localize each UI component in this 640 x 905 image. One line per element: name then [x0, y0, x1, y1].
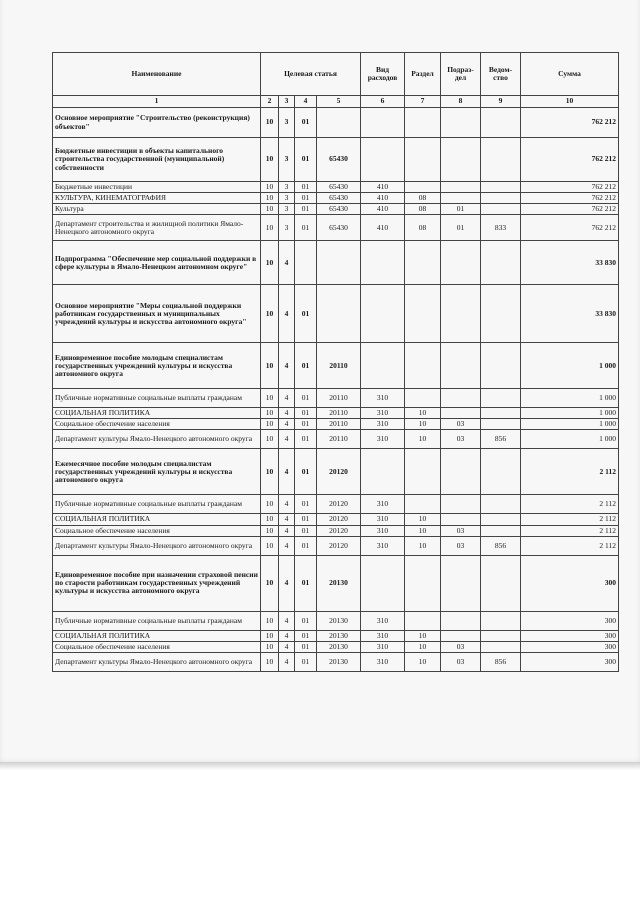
subsection-cell: 03: [441, 641, 481, 652]
table-row: [53, 611, 619, 630]
sum-cell: 300: [521, 611, 619, 630]
target-code-2-cell: 4: [279, 430, 295, 449]
section-cell: [405, 555, 441, 611]
target-code-4-cell: 20110: [317, 419, 361, 430]
table-row: [53, 449, 619, 495]
target-code-1-cell: 10: [261, 193, 279, 204]
subsection-cell: [441, 193, 481, 204]
target-code-2-cell: 4: [279, 449, 295, 495]
target-code-3-cell: 01: [295, 408, 317, 419]
page-edge-shadow: [0, 762, 640, 770]
column-number: 1: [53, 96, 261, 108]
target-code-4-cell: 20110: [317, 389, 361, 408]
target-code-3-cell: 01: [295, 215, 317, 241]
target-code-3-cell: [295, 241, 317, 285]
target-code-3-cell: 01: [295, 430, 317, 449]
section-cell: [405, 108, 441, 138]
target-code-4-cell: 20130: [317, 611, 361, 630]
column-number: 10: [521, 96, 619, 108]
table-row: [53, 108, 619, 138]
table-row: [53, 419, 619, 430]
row-name-cell: КУЛЬТУРА, КИНЕМАТОГРАФИЯ: [53, 193, 261, 204]
target-code-2-cell: 3: [279, 108, 295, 138]
department-cell: [481, 495, 521, 514]
target-code-1-cell: 10: [261, 419, 279, 430]
target-code-4-cell: 20120: [317, 449, 361, 495]
sum-cell: 762 212: [521, 204, 619, 215]
department-cell: [481, 641, 521, 652]
target-code-3-cell: 01: [295, 449, 317, 495]
section-cell: [405, 343, 441, 389]
header-target: Целевая статья: [261, 53, 361, 96]
department-cell: 856: [481, 536, 521, 555]
department-cell: [481, 138, 521, 182]
header-sum: Сумма: [521, 53, 619, 96]
row-name-cell: Подпрограмма "Обеспечение мер социальной поддержки в сфере культуры в Ямало-Ненецком автономном округе": [53, 241, 261, 285]
table-row: [53, 430, 619, 449]
section-cell: [405, 285, 441, 343]
subsection-cell: [441, 343, 481, 389]
row-name-cell: Публичные нормативные социальные выплаты гражданам: [53, 389, 261, 408]
expense-type-cell: 310: [361, 419, 405, 430]
table-row: [53, 641, 619, 652]
target-code-2-cell: 4: [279, 536, 295, 555]
target-code-1-cell: 10: [261, 408, 279, 419]
target-code-1-cell: 10: [261, 495, 279, 514]
header-dept: Ведом-ство: [481, 53, 521, 96]
expense-type-cell: 310: [361, 514, 405, 525]
subsection-cell: 03: [441, 430, 481, 449]
expense-type-cell: [361, 285, 405, 343]
department-cell: 856: [481, 430, 521, 449]
sum-cell: 300: [521, 555, 619, 611]
target-code-1-cell: 10: [261, 285, 279, 343]
section-cell: [405, 495, 441, 514]
section-cell: 08: [405, 193, 441, 204]
table-row: [53, 182, 619, 193]
row-name-cell: Ежемесячное пособие молодым специалистам государственных учреждений культуры и искусства автономного округа: [53, 449, 261, 495]
target-code-4-cell: 65430: [317, 182, 361, 193]
target-code-3-cell: 01: [295, 641, 317, 652]
row-name-cell: СОЦИАЛЬНАЯ ПОЛИТИКА: [53, 514, 261, 525]
table-row: [53, 652, 619, 671]
section-cell: 08: [405, 204, 441, 215]
expense-type-cell: 310: [361, 630, 405, 641]
target-code-1-cell: 10: [261, 138, 279, 182]
expense-type-cell: 410: [361, 215, 405, 241]
row-name-cell: Бюджетные инвестиции: [53, 182, 261, 193]
expense-type-cell: 310: [361, 536, 405, 555]
target-code-1-cell: 10: [261, 204, 279, 215]
target-code-3-cell: 01: [295, 630, 317, 641]
table-row: [53, 389, 619, 408]
target-code-1-cell: 10: [261, 630, 279, 641]
subsection-cell: 03: [441, 419, 481, 430]
target-code-2-cell: 4: [279, 641, 295, 652]
department-cell: 833: [481, 215, 521, 241]
target-code-1-cell: 10: [261, 343, 279, 389]
expense-type-cell: [361, 138, 405, 182]
expense-type-cell: [361, 555, 405, 611]
sum-cell: 762 212: [521, 138, 619, 182]
section-cell: 10: [405, 430, 441, 449]
target-code-4-cell: 20120: [317, 495, 361, 514]
column-number: 8: [441, 96, 481, 108]
subsection-cell: [441, 138, 481, 182]
header-type: Вид расходов: [361, 53, 405, 96]
target-code-4-cell: [317, 108, 361, 138]
target-code-1-cell: 10: [261, 555, 279, 611]
target-code-4-cell: 20110: [317, 408, 361, 419]
sum-cell: 1 000: [521, 389, 619, 408]
expense-type-cell: 310: [361, 641, 405, 652]
column-number: 6: [361, 96, 405, 108]
table-row: [53, 215, 619, 241]
department-cell: [481, 204, 521, 215]
target-code-1-cell: 10: [261, 652, 279, 671]
table-row: [53, 514, 619, 525]
column-number: 7: [405, 96, 441, 108]
sum-cell: 300: [521, 630, 619, 641]
target-code-4-cell: 20130: [317, 630, 361, 641]
row-name-cell: Департамент культуры Ямало-Ненецкого автономного округа: [53, 536, 261, 555]
sum-cell: 2 112: [521, 495, 619, 514]
target-code-4-cell: 65430: [317, 204, 361, 215]
target-code-3-cell: 01: [295, 514, 317, 525]
target-code-1-cell: 10: [261, 241, 279, 285]
section-cell: 10: [405, 514, 441, 525]
target-code-3-cell: 01: [295, 285, 317, 343]
sum-cell: 1 000: [521, 408, 619, 419]
target-code-1-cell: 10: [261, 215, 279, 241]
table-row: [53, 343, 619, 389]
column-number: 9: [481, 96, 521, 108]
department-cell: [481, 419, 521, 430]
row-name-cell: Бюджетные инвестиции в объекты капитального строительства государственной (муниципальной) собственности: [53, 138, 261, 182]
row-name-cell: Публичные нормативные социальные выплаты гражданам: [53, 495, 261, 514]
section-cell: [405, 182, 441, 193]
target-code-2-cell: 4: [279, 555, 295, 611]
subsection-cell: [441, 630, 481, 641]
expense-type-cell: 310: [361, 611, 405, 630]
target-code-1-cell: 10: [261, 525, 279, 536]
department-cell: [481, 630, 521, 641]
target-code-1-cell: 10: [261, 641, 279, 652]
section-cell: 10: [405, 630, 441, 641]
table-row: [53, 536, 619, 555]
expense-type-cell: [361, 343, 405, 389]
header-section: Раздел: [405, 53, 441, 96]
row-name-cell: Единовременное пособие при назначении страховой пенсии по старости работникам государственных учреждений культуры и искусства автономного округа: [53, 555, 261, 611]
expense-type-cell: 310: [361, 652, 405, 671]
sum-cell: 1 000: [521, 343, 619, 389]
row-name-cell: Департамент культуры Ямало-Ненецкого автономного округа: [53, 652, 261, 671]
subsection-cell: [441, 408, 481, 419]
section-cell: 10: [405, 525, 441, 536]
target-code-2-cell: 3: [279, 182, 295, 193]
target-code-2-cell: 4: [279, 525, 295, 536]
row-name-cell: Департамент культуры Ямало-Ненецкого автономного округа: [53, 430, 261, 449]
column-number: 5: [317, 96, 361, 108]
expense-type-cell: 310: [361, 430, 405, 449]
subsection-cell: [441, 449, 481, 495]
table-row: [53, 193, 619, 204]
section-cell: [405, 449, 441, 495]
target-code-4-cell: 20120: [317, 525, 361, 536]
table-row: [53, 630, 619, 641]
expense-type-cell: [361, 449, 405, 495]
target-code-3-cell: 01: [295, 555, 317, 611]
target-code-1-cell: 10: [261, 514, 279, 525]
target-code-3-cell: 01: [295, 652, 317, 671]
sum-cell: 2 112: [521, 449, 619, 495]
target-code-3-cell: 01: [295, 536, 317, 555]
department-cell: [481, 343, 521, 389]
sum-cell: 33 830: [521, 241, 619, 285]
subsection-cell: 01: [441, 215, 481, 241]
target-code-2-cell: 4: [279, 285, 295, 343]
sum-cell: 762 212: [521, 182, 619, 193]
target-code-2-cell: 3: [279, 204, 295, 215]
row-name-cell: Социальное обеспечение населения: [53, 419, 261, 430]
target-code-4-cell: 20110: [317, 343, 361, 389]
table-row: [53, 408, 619, 419]
subsection-cell: [441, 555, 481, 611]
section-cell: 08: [405, 215, 441, 241]
target-code-3-cell: 01: [295, 343, 317, 389]
subsection-cell: [441, 495, 481, 514]
table-body: [53, 108, 619, 672]
department-cell: 856: [481, 652, 521, 671]
expense-type-cell: [361, 241, 405, 285]
target-code-4-cell: [317, 285, 361, 343]
subsection-cell: 03: [441, 536, 481, 555]
target-code-4-cell: 20110: [317, 430, 361, 449]
sum-cell: 2 112: [521, 525, 619, 536]
table-row: [53, 525, 619, 536]
department-cell: [481, 389, 521, 408]
expense-type-cell: 410: [361, 182, 405, 193]
target-code-4-cell: 20130: [317, 555, 361, 611]
department-cell: [481, 611, 521, 630]
target-code-4-cell: 20120: [317, 536, 361, 555]
sum-cell: 300: [521, 652, 619, 671]
row-name-cell: СОЦИАЛЬНАЯ ПОЛИТИКА: [53, 408, 261, 419]
target-code-3-cell: 01: [295, 419, 317, 430]
target-code-3-cell: 01: [295, 108, 317, 138]
section-cell: [405, 241, 441, 285]
table-row: [53, 495, 619, 514]
target-code-2-cell: 4: [279, 419, 295, 430]
department-cell: [481, 285, 521, 343]
subsection-cell: [441, 389, 481, 408]
sum-cell: 762 212: [521, 193, 619, 204]
sum-cell: 33 830: [521, 285, 619, 343]
expense-type-cell: 410: [361, 204, 405, 215]
department-cell: [481, 408, 521, 419]
target-code-1-cell: 10: [261, 389, 279, 408]
target-code-2-cell: 4: [279, 514, 295, 525]
sum-cell: 1 000: [521, 419, 619, 430]
header-row: [53, 53, 619, 96]
table-row: [53, 285, 619, 343]
department-cell: [481, 555, 521, 611]
department-cell: [481, 449, 521, 495]
subsection-cell: 01: [441, 204, 481, 215]
subsection-cell: [441, 241, 481, 285]
row-name-cell: Департамент строительства и жилищной политики Ямало-Ненецкого автономного округа: [53, 215, 261, 241]
section-cell: 10: [405, 652, 441, 671]
target-code-3-cell: 01: [295, 389, 317, 408]
column-number-row: [53, 96, 619, 108]
row-name-cell: Социальное обеспечение населения: [53, 641, 261, 652]
target-code-3-cell: 01: [295, 495, 317, 514]
column-number: 4: [295, 96, 317, 108]
sum-cell: 2 112: [521, 514, 619, 525]
expense-type-cell: [361, 108, 405, 138]
expense-type-cell: 310: [361, 408, 405, 419]
target-code-2-cell: 3: [279, 138, 295, 182]
target-code-1-cell: 10: [261, 536, 279, 555]
subsection-cell: [441, 182, 481, 193]
expense-type-cell: 310: [361, 525, 405, 536]
target-code-1-cell: 10: [261, 449, 279, 495]
department-cell: [481, 525, 521, 536]
target-code-3-cell: 01: [295, 193, 317, 204]
subsection-cell: [441, 285, 481, 343]
table-row: [53, 138, 619, 182]
target-code-3-cell: 01: [295, 182, 317, 193]
sum-cell: 300: [521, 641, 619, 652]
target-code-4-cell: 20120: [317, 514, 361, 525]
target-code-2-cell: 3: [279, 193, 295, 204]
budget-table: [52, 52, 619, 672]
section-cell: [405, 389, 441, 408]
sum-cell: 2 112: [521, 536, 619, 555]
row-name-cell: СОЦИАЛЬНАЯ ПОЛИТИКА: [53, 630, 261, 641]
section-cell: 10: [405, 408, 441, 419]
target-code-1-cell: 10: [261, 430, 279, 449]
target-code-3-cell: 01: [295, 525, 317, 536]
target-code-2-cell: 4: [279, 611, 295, 630]
department-cell: [481, 241, 521, 285]
target-code-2-cell: 4: [279, 495, 295, 514]
expense-type-cell: 310: [361, 389, 405, 408]
subsection-cell: 03: [441, 652, 481, 671]
subsection-cell: [441, 611, 481, 630]
target-code-2-cell: 4: [279, 389, 295, 408]
table-row: [53, 555, 619, 611]
target-code-2-cell: 4: [279, 630, 295, 641]
target-code-4-cell: [317, 241, 361, 285]
target-code-1-cell: 10: [261, 611, 279, 630]
header-subsection: Подраз-дел: [441, 53, 481, 96]
table-row: [53, 204, 619, 215]
department-cell: [481, 182, 521, 193]
target-code-2-cell: 4: [279, 652, 295, 671]
target-code-4-cell: 65430: [317, 215, 361, 241]
target-code-2-cell: 4: [279, 241, 295, 285]
expense-type-cell: 310: [361, 495, 405, 514]
sum-cell: 762 212: [521, 215, 619, 241]
target-code-1-cell: 10: [261, 108, 279, 138]
subsection-cell: [441, 514, 481, 525]
target-code-3-cell: 01: [295, 138, 317, 182]
header-name: Наименование: [53, 53, 261, 96]
department-cell: [481, 193, 521, 204]
target-code-2-cell: 4: [279, 408, 295, 419]
column-number: 3: [279, 96, 295, 108]
row-name-cell: Единовременное пособие молодым специалистам государственных учреждений культуры и искусства автономного округа: [53, 343, 261, 389]
subsection-cell: 03: [441, 525, 481, 536]
department-cell: [481, 514, 521, 525]
sum-cell: 762 212: [521, 108, 619, 138]
target-code-2-cell: 4: [279, 343, 295, 389]
expense-type-cell: 410: [361, 193, 405, 204]
sum-cell: 1 000: [521, 430, 619, 449]
section-cell: [405, 611, 441, 630]
target-code-4-cell: 20130: [317, 641, 361, 652]
row-name-cell: Культура: [53, 204, 261, 215]
row-name-cell: Основное мероприятие "Меры социальной поддержки работникам государственных и муниципальных учреждений культуры и искусства автономного округа": [53, 285, 261, 343]
row-name-cell: Социальное обеспечение населения: [53, 525, 261, 536]
target-code-4-cell: 20130: [317, 652, 361, 671]
row-name-cell: Основное мероприятие "Строительство (реконструкция) объектов": [53, 108, 261, 138]
target-code-1-cell: 10: [261, 182, 279, 193]
row-name-cell: Публичные нормативные социальные выплаты гражданам: [53, 611, 261, 630]
column-number: 2: [261, 96, 279, 108]
target-code-4-cell: 65430: [317, 138, 361, 182]
section-cell: 10: [405, 536, 441, 555]
section-cell: 10: [405, 419, 441, 430]
target-code-4-cell: 65430: [317, 193, 361, 204]
target-code-2-cell: 3: [279, 215, 295, 241]
section-cell: [405, 138, 441, 182]
target-code-3-cell: 01: [295, 611, 317, 630]
table-row: [53, 241, 619, 285]
department-cell: [481, 108, 521, 138]
subsection-cell: [441, 108, 481, 138]
section-cell: 10: [405, 641, 441, 652]
target-code-3-cell: 01: [295, 204, 317, 215]
